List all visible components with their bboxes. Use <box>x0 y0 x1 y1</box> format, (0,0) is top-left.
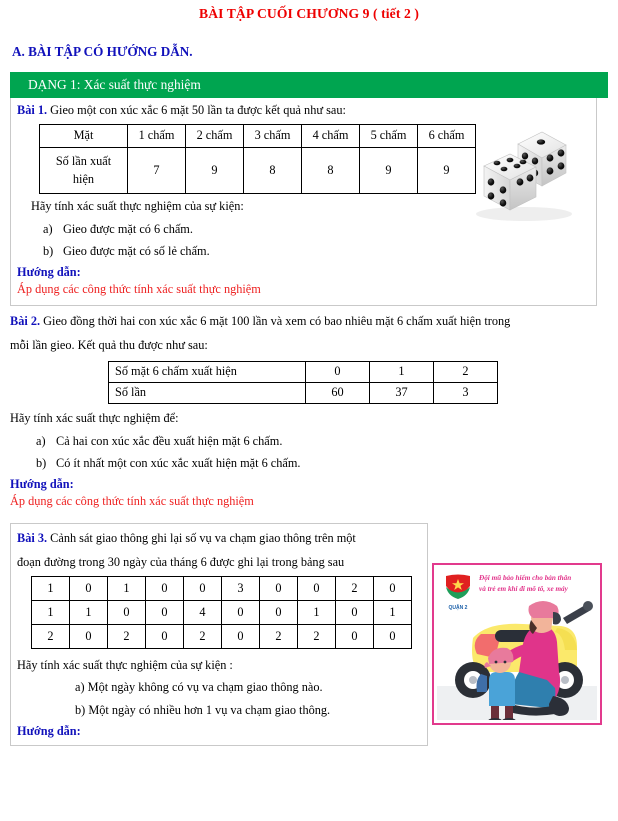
exercise-1-instruction: Hãy tính xác suất thực nghiệm của sự kiện: <box>31 198 244 213</box>
table-cell: 2 <box>260 624 298 648</box>
table-row <box>32 600 412 624</box>
exercise-2-question-b <box>36 455 608 472</box>
table-cell: 9 <box>186 147 244 193</box>
question-text: Một ngày có nhiều hơn 1 vụ va chạm giao thông. <box>88 702 331 717</box>
table-cell: 3 chấm <box>244 124 302 147</box>
exercise-3-block <box>10 523 428 746</box>
table-cell: 1 <box>370 361 434 382</box>
table-cell: 4 chấm <box>302 124 360 147</box>
exercise-2-hint-label: Hướng dẫn: <box>10 476 74 491</box>
question-text: Gieo được mặt có 6 chấm. <box>63 221 193 236</box>
table-cell: 0 <box>336 600 374 624</box>
table-row <box>32 576 412 600</box>
table-cell: 0 <box>222 624 260 648</box>
quan-2-logo-label: QUẬN 2 <box>448 605 468 611</box>
table-cell <box>40 147 128 193</box>
exercise-2-hint-text: Áp dụng các công thức tính xác suất thực nghiệm <box>10 493 254 508</box>
table-cell: 2 <box>108 624 146 648</box>
table-row <box>40 124 476 147</box>
table-cell: 2 <box>336 576 374 600</box>
table-cell: 6 chấm <box>418 124 476 147</box>
exercise-1-hint-label: Hướng dẫn: <box>17 265 81 280</box>
exercise-3-instruction: Hãy tính xác suất thực nghiệm của sự kiện : <box>17 657 233 672</box>
table-cell: 2 <box>434 361 498 382</box>
table-cell: 0 <box>298 576 336 600</box>
exercise-2-block <box>10 313 608 509</box>
table-cell-line2: hiện <box>72 172 95 187</box>
table-cell: 3 <box>222 576 260 600</box>
exercise-2-prompt-line2: mỗi lần gieo. Kết quả thu được như sau: <box>10 337 208 352</box>
table-cell: 9 <box>360 147 418 193</box>
poster-slogan-line2: và trẻ em khi đi mô tô, xe máy <box>479 584 568 593</box>
section-a-heading: A. BÀI TẬP CÓ HƯỚNG DẪN. <box>12 44 193 59</box>
table-cell: 60 <box>306 382 370 403</box>
table-cell: 2 <box>32 624 70 648</box>
table-cell: 0 <box>374 576 412 600</box>
table-cell: 9 <box>418 147 476 193</box>
table-cell: 0 <box>146 576 184 600</box>
table-cell: 0 <box>222 600 260 624</box>
table-cell: 0 <box>184 576 222 600</box>
helmet-safety-poster <box>432 563 602 725</box>
exercise-1-hint-text: Áp dụng các công thức tính xác suất thực nghiệm <box>17 282 261 297</box>
table-cell: 4 <box>184 600 222 624</box>
question-letter: a) <box>36 433 46 448</box>
table-row <box>40 147 476 193</box>
table-cell-line1: Số lần xuất <box>55 153 112 168</box>
table-cell: 1 chấm <box>128 124 186 147</box>
exercise-2-table <box>108 361 498 404</box>
table-cell: 0 <box>306 361 370 382</box>
table-cell: 37 <box>370 382 434 403</box>
poster-slogan-line1: Đội mũ bảo hiểm cho bản thân <box>479 574 572 582</box>
exercise-2-prompt-line1: Gieo đồng thời hai con xúc xắc 6 mặt 100 lần và xem có bao nhiêu mặt 6 chấm xuất hiện trong <box>43 314 511 329</box>
exercise-3-data-table <box>31 576 412 649</box>
exercise-2-label: Bài 2. <box>10 314 41 329</box>
exercise-3-question-b <box>75 702 421 719</box>
table-cell: 1 <box>298 600 336 624</box>
table-cell: 2 <box>184 624 222 648</box>
dang-1-banner: DẠNG 1: Xác suất thực nghiệm <box>10 72 608 98</box>
table-cell: 8 <box>302 147 360 193</box>
exercise-3-prompt <box>17 530 421 548</box>
question-text: Có ít nhất một con xúc xắc xuất hiện mặt 6 chấm. <box>56 455 301 470</box>
table-cell: 5 chấm <box>360 124 418 147</box>
table-cell: 1 <box>108 576 146 600</box>
quan-2-logo <box>441 572 475 611</box>
question-letter: a) <box>75 680 85 695</box>
exercise-1-table <box>39 124 476 194</box>
question-letter: b) <box>36 455 47 470</box>
exercise-2-prompt <box>10 313 608 331</box>
table-cell: 0 <box>260 576 298 600</box>
table-cell: 1 <box>32 576 70 600</box>
exercise-1-label: Bài 1. <box>17 103 48 117</box>
exercise-1-prompt <box>17 102 590 120</box>
table-cell: Số lần <box>109 382 306 403</box>
table-cell: 1 <box>32 600 70 624</box>
exercise-3-hint-label: Hướng dẫn: <box>17 723 81 738</box>
page-title: BÀI TẬP CUỐI CHƯƠNG 9 ( tiết 2 ) <box>199 6 419 21</box>
exercise-2-instruction: Hãy tính xác suất thực nghiệm để: <box>10 410 179 425</box>
question-text: Gieo được mặt có số lẻ chấm. <box>63 243 210 258</box>
table-cell: 0 <box>108 600 146 624</box>
table-cell: 2 chấm <box>186 124 244 147</box>
two-dice-photo <box>466 128 584 224</box>
table-cell: 7 <box>128 147 186 193</box>
table-cell: 1 <box>374 600 412 624</box>
table-cell: 3 <box>434 382 498 403</box>
table-cell: Mặt <box>40 124 128 147</box>
table-cell: 0 <box>374 624 412 648</box>
table-cell: 0 <box>70 624 108 648</box>
table-cell: 0 <box>70 576 108 600</box>
table-cell: 8 <box>244 147 302 193</box>
exercise-3-label: Bài 3. <box>17 530 48 545</box>
poster-slogan <box>479 573 597 595</box>
table-cell: 0 <box>260 600 298 624</box>
table-row <box>109 361 498 382</box>
table-cell: 0 <box>146 624 184 648</box>
question-letter: b) <box>75 702 86 717</box>
table-row <box>32 624 412 648</box>
exercise-1-block <box>10 98 597 306</box>
exercise-3-question-a <box>75 679 421 696</box>
question-letter: a) <box>43 221 53 236</box>
exercise-2-question-a <box>36 433 608 450</box>
table-cell: 0 <box>336 624 374 648</box>
table-cell: 0 <box>146 600 184 624</box>
table-cell: 1 <box>70 600 108 624</box>
table-cell: 2 <box>298 624 336 648</box>
exercise-3-prompt-line2: đoạn đường trong 30 ngày của tháng 6 được ghi lại trong bảng sau <box>17 554 345 569</box>
exercise-1-prompt-text: Gieo một con xúc xắc 6 mặt 50 lần ta được kết quả như sau: <box>50 103 346 117</box>
table-cell: Số mặt 6 chấm xuất hiện <box>109 361 306 382</box>
exercise-3-prompt-line1: Cảnh sát giao thông ghi lại số vụ va chạm giao thông trên một <box>50 530 356 545</box>
exercise-1-question-b <box>43 243 590 260</box>
question-letter: b) <box>43 243 54 258</box>
question-text: Một ngày không có vụ va chạm giao thông nào. <box>87 680 323 695</box>
table-row <box>109 382 498 403</box>
question-text: Cả hai con xúc xắc đều xuất hiện mặt 6 chấm. <box>56 433 283 448</box>
